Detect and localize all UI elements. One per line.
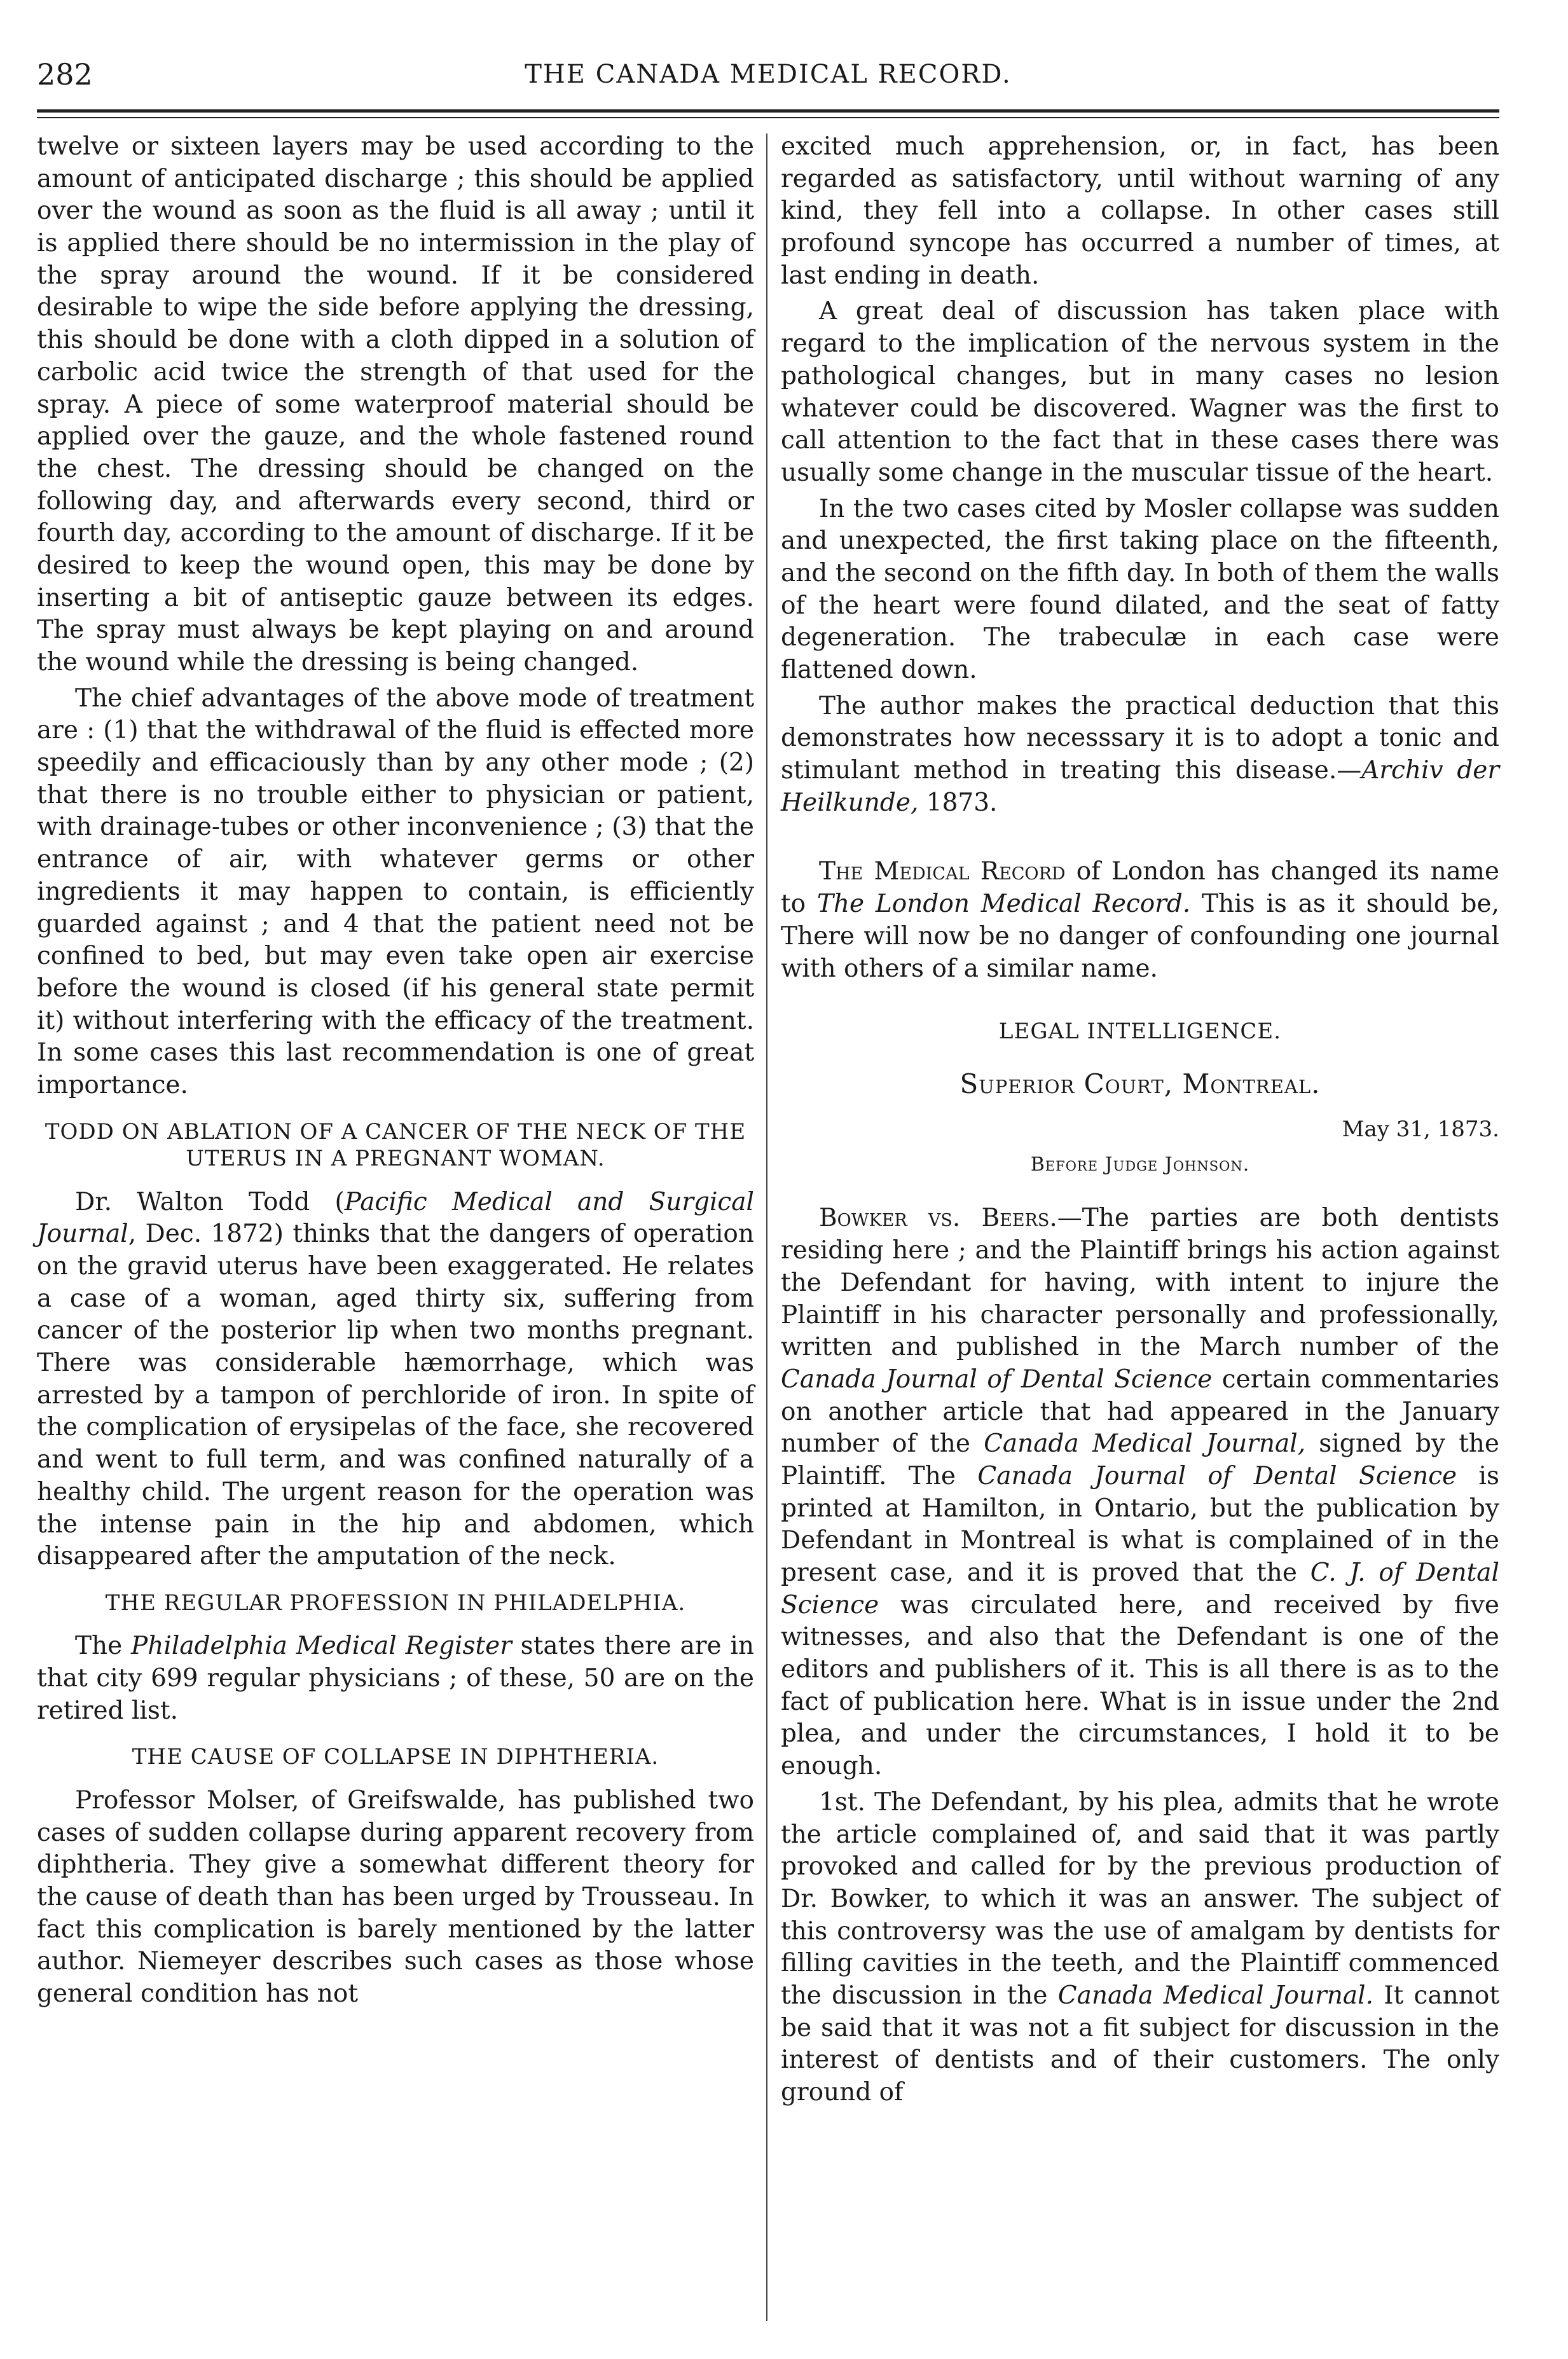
column-divider bbox=[766, 134, 767, 2321]
heading-todd-ablation: TODD ON ABLATION OF A CANCER OF THE NECK OF THE UTERUS IN A PREGNANT WOMAN. bbox=[45, 1118, 746, 1172]
text: Dr. Walton Todd ( bbox=[75, 1187, 345, 1216]
case-name: Bowker vs. Beers. bbox=[819, 1204, 1057, 1233]
paragraph-advantages: The chief advantages of the above mode of treatment are : (1) that the withdrawal of the fluid is effected more speedily and efficaciously than by any other mode ; (2) that there is no trouble either to physician or patient, with drainage-tubes or other inconvenience ; (3) that the entrance of air, with whatever germs or other ingredients it may happen to contain, is efficiently guarded against ; and 4 that the patient need not be confined to bed, but may even take open air exercise before the wound is closed (if his general state permit it) without interfering with the efficacy of the treatment. In some cases this last recommendation is one of great importance. bbox=[37, 684, 754, 1099]
text: It cannot be said that it was not a fit subject for discussion in the interest of dentists and of their customers. The only ground of bbox=[781, 1981, 1500, 2107]
court-name: Superior Court, Montreal. bbox=[959, 1068, 1321, 1099]
text: is printed at Hamilton, in Ontario, but the publication by Defendant in Montreal is what is complained of in the present case, and it is proved that the bbox=[781, 1461, 1499, 1588]
text: certain commentaries on another article that had appeared in the January number of the bbox=[781, 1365, 1499, 1459]
paragraph-bowker-beers bbox=[781, 1202, 1499, 1782]
spacer bbox=[781, 823, 1499, 856]
paragraph-mosler-cases: In the two cases cited by Mosler collapse was sudden and unexpected, the first taking place on the fifteenth, and the second on the fifth day. In both of them the walls of the heart were found dilated, and the seat of fatty degeneration. The trabeculæ in each case were flattened down. bbox=[781, 494, 1499, 684]
journal-name: Canada Journal of Dental Science bbox=[781, 1365, 1213, 1394]
journal-title: THE CANADA MEDICAL RECORD. bbox=[525, 60, 1012, 89]
header-rule-thick bbox=[37, 109, 1499, 113]
journal-name: C. J. of Dental Science bbox=[781, 1558, 1499, 1620]
paragraph-collapse-continued: excited much apprehension, or, in fact, has been regarded as satisfactory, until without warning of any kind, they fell into a collapse. In other cases still profound syncope has occurred a number of times, at last ending in death. bbox=[781, 132, 1499, 290]
journal-name: Pacific Medical and Surgical Journal bbox=[37, 1187, 754, 1249]
header-rule-thin bbox=[37, 117, 1499, 118]
paragraph-collapse: Professor Molser, of Greifswalde, has published two cases of sudden collapse during apparent recovery from diphtheria. They give a somewhat different theory for the cause of death than has been urged by Trousseau. In fact this complication is barely mentioned by the latter author. Niemeyer describes such cases as those whose general condition has not bbox=[37, 1785, 754, 2009]
right-column bbox=[781, 131, 1499, 2113]
paragraph-dressing-continued: twelve or sixteen layers may be used according to the amount of anticipated discharge ; this should be applied over the wound as soon as the fluid is all away ; until it is applied there should be no intermission in the play of the spray around the wound. If it be considered desirable to wipe the side before applying the dressing, this should be done with a cloth dipped in a solution of carbolic acid twice the strength of that used for the spray. A piece of some waterproof material should be applied over the gauze, and the whole fastened round the chest. The dressing should be changed on the following day, and afterwards every second, third or fourth day, according to the amount of discharge. If it be desired to keep the wound open, this may be done by inserting a bit of antiseptic gauze between its edges. The spray must always be kept playing on and around the wound while the dressing is being changed. bbox=[37, 132, 754, 677]
journal-name: Canada Medical Journal, bbox=[984, 1429, 1306, 1459]
text: was circulated here, and received by five witnesses, and also that the Defendant is one of the editors and publishers of it. This is all there is as to the fact of publication here. What is in issue under the 2nd plea, and under the circumstances, I hold it to be enough. bbox=[781, 1590, 1499, 1781]
paragraph-deduction bbox=[781, 691, 1499, 820]
journal-name: Philadelphia Medical Register bbox=[131, 1632, 512, 1661]
journal-name: Canada Journal of Dental Science bbox=[977, 1461, 1457, 1490]
paragraph-medical-record bbox=[781, 856, 1499, 985]
left-column bbox=[37, 131, 754, 2014]
text: —The parties are both dentists residing here ; and the Plaintiff brings his action against the Defendant for having, with intent to injure the Plaintiff in his character personally and professionally, written and published in the March number of the bbox=[781, 1204, 1499, 1362]
heading-philadelphia: THE REGULAR PROFESSION IN PHILADELPHIA. bbox=[105, 1590, 686, 1616]
text: , Dec. 1872) thinks that the dangers of operation on the gravid uterus have been exaggerated. He relates a case of a woman, aged thirty six, suffering from cancer of the posterior lip when two months pregnant. There was considerable hæmorrhage, which was arrested by a tampon of perchloride of iron. In spite of the complication of erysipelas of the face, she recovered and went to full term, and was confined naturally of a healthy child. The urgent reason for the operation was the intense pain in the hip and abdomen, which disappeared after the amputation of the neck. bbox=[37, 1220, 754, 1571]
heading-legal-intelligence: LEGAL INTELLIGENCE. bbox=[998, 1019, 1282, 1045]
paragraph-first-plea bbox=[781, 1787, 1499, 2109]
text: The author makes the practical deduction that this demonstrates how necesssary it is to adopt a tonic and stimulant method in treating this disease.— bbox=[781, 691, 1499, 785]
page-number: 282 bbox=[37, 57, 93, 92]
text: of London has changed its name to bbox=[781, 857, 1499, 919]
journal-name: The London Medical Record. bbox=[816, 890, 1191, 919]
paragraph-nervous-system: A great deal of discussion has taken place with regard to the implication of the nervous system in the pathological changes, but in many cases no lesion whatever could be discovered. Wagner was the first to call attention to the fact that in these cases there was usually some change in the muscular tissue of the heart. bbox=[781, 297, 1499, 487]
heading-collapse-diphtheria: THE CAUSE OF COLLAPSE IN DIPHTHERIA. bbox=[132, 1744, 659, 1770]
running-head bbox=[37, 45, 1499, 102]
paragraph-todd bbox=[37, 1186, 754, 1573]
text: signed by the Plaintiff. The bbox=[781, 1429, 1499, 1490]
journal-name: Canada Medical Journal. bbox=[1057, 1981, 1373, 2010]
text: This is as it should be, There will now be no danger of confounding one journal with others of a similar name. bbox=[781, 890, 1499, 983]
case-date: May 31, 1873. bbox=[1342, 1117, 1499, 1143]
text: 1873. bbox=[918, 788, 998, 817]
text: states there are in that city 699 regular physicians ; of these, 50 are on the retired list. bbox=[37, 1632, 754, 1725]
paragraph-philadelphia bbox=[37, 1630, 754, 1727]
text: 1st. The Defendant, by his plea, admits that he wrote the article complained of, and said that it was partly provoked and called for by the previous production of Dr. Bowker, to which it was an answer. The subject of this controversy was the use of amalgam by dentists for filling cavities in the teeth, and the Plaintiff commenced the discussion in the bbox=[781, 1787, 1499, 2010]
text: The bbox=[75, 1632, 132, 1661]
lead-in: The Medical Record bbox=[819, 857, 1066, 886]
judge-line: Before Judge Johnson. bbox=[1030, 1153, 1250, 1176]
citation: Archiv der Heilkunde, bbox=[781, 756, 1500, 817]
